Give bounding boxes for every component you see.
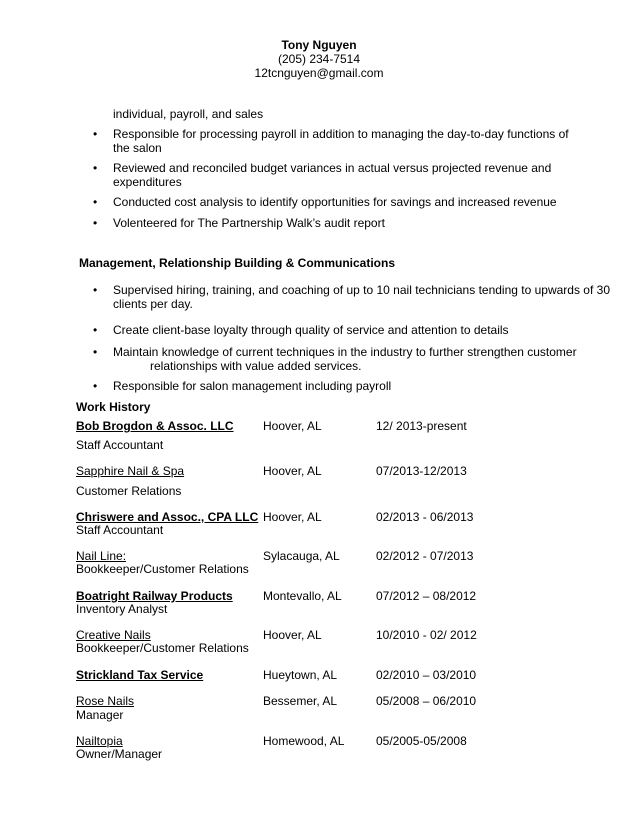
bullet-dot: • bbox=[93, 216, 98, 230]
resume-phone: (205) 234-7514 bbox=[277, 52, 361, 66]
bullet-text: relationships with value added services. bbox=[150, 359, 362, 373]
job-location: Hoover, AL bbox=[263, 419, 322, 433]
bullet-text: Supervised hiring, training, and coaching of up to 10 nail technicians tending to upwards of 30 bbox=[113, 283, 610, 297]
job-company: Bob Brogdon & Assoc. LLC bbox=[76, 419, 234, 433]
bullet-text: Responsible for processing payroll in addition to managing the day-to-day functions of bbox=[113, 127, 569, 141]
bullet-dot: • bbox=[93, 195, 98, 209]
job-location: Hoover, AL bbox=[263, 510, 322, 524]
bullet-text: Responsible for salon management including payroll bbox=[113, 379, 392, 393]
job-company: Rose Nails bbox=[76, 694, 135, 708]
job-company: Chriswere and Assoc., CPA LLC bbox=[76, 510, 259, 524]
bullet-continuation: individual, payroll, and sales bbox=[113, 107, 264, 121]
job-location: Bessemer, AL bbox=[263, 694, 338, 708]
bullet-text: Create client-base loyalty through quality of service and attention to details bbox=[113, 323, 509, 337]
job-role: Manager bbox=[76, 708, 124, 722]
bullet-text: Maintain knowledge of current techniques in the industry to further strengthen customer bbox=[113, 345, 577, 359]
bullet-dot: • bbox=[93, 323, 98, 337]
job-dates: 05/2008 – 06/2010 bbox=[376, 694, 477, 708]
job-company: Strickland Tax Service bbox=[76, 668, 204, 682]
job-dates: 02/2012 - 07/2013 bbox=[376, 549, 474, 563]
bullet-text: Conducted cost analysis to identify opportunities for savings and increased revenue bbox=[113, 195, 557, 209]
bullet-text: Volenteered for The Partnership Walk’s audit report bbox=[113, 216, 385, 230]
job-dates: 07/2012 – 08/2012 bbox=[376, 589, 477, 603]
job-company: Boatright Railway Products bbox=[76, 589, 233, 603]
section-heading: Management, Relationship Building & Communications bbox=[79, 256, 396, 270]
job-company: Nailtopia bbox=[76, 734, 123, 748]
job-location: Sylacauga, AL bbox=[263, 549, 340, 563]
bullet-dot: • bbox=[93, 127, 98, 141]
job-dates: 05/2005-05/2008 bbox=[376, 734, 467, 748]
job-location: Hueytown, AL bbox=[263, 668, 338, 682]
resume-email: 12tcnguyen@gmail.com bbox=[254, 66, 384, 80]
job-company: Creative Nails bbox=[76, 628, 151, 642]
job-role: Staff Accountant bbox=[76, 438, 164, 452]
job-role: Inventory Analyst bbox=[76, 602, 168, 616]
job-location: Homewood, AL bbox=[263, 734, 345, 748]
resume-name: Tony Nguyen bbox=[281, 38, 357, 52]
bullet-dot: • bbox=[93, 345, 98, 359]
job-dates: 02/2010 – 03/2010 bbox=[376, 668, 477, 682]
job-dates: 02/2013 - 06/2013 bbox=[376, 510, 474, 524]
bullet-text: Reviewed and reconciled budget variances in actual versus projected revenue and bbox=[113, 161, 552, 175]
job-role: Staff Accountant bbox=[76, 523, 164, 537]
job-dates: 07/2013-12/2013 bbox=[376, 464, 467, 478]
bullet-dot: • bbox=[93, 379, 98, 393]
job-dates: 12/ 2013-present bbox=[376, 419, 467, 433]
job-location: Montevallo, AL bbox=[263, 589, 342, 603]
job-role: Bookkeeper/Customer Relations bbox=[76, 562, 249, 576]
bullet-text: expenditures bbox=[113, 175, 182, 189]
job-role: Customer Relations bbox=[76, 484, 182, 498]
job-dates: 10/2010 - 02/ 2012 bbox=[376, 628, 477, 642]
job-company: Nail Line: bbox=[76, 549, 127, 563]
bullet-dot: • bbox=[93, 283, 98, 297]
job-location: Hoover, AL bbox=[263, 464, 322, 478]
job-role: Owner/Manager bbox=[76, 747, 163, 761]
work-history-heading: Work History bbox=[76, 400, 151, 414]
job-role: Bookkeeper/Customer Relations bbox=[76, 641, 249, 655]
bullet-text: clients per day. bbox=[113, 297, 193, 311]
bullet-dot: • bbox=[93, 161, 98, 175]
job-company: Sapphire Nail & Spa bbox=[76, 464, 185, 478]
bullet-text: the salon bbox=[113, 141, 162, 155]
job-location: Hoover, AL bbox=[263, 628, 322, 642]
